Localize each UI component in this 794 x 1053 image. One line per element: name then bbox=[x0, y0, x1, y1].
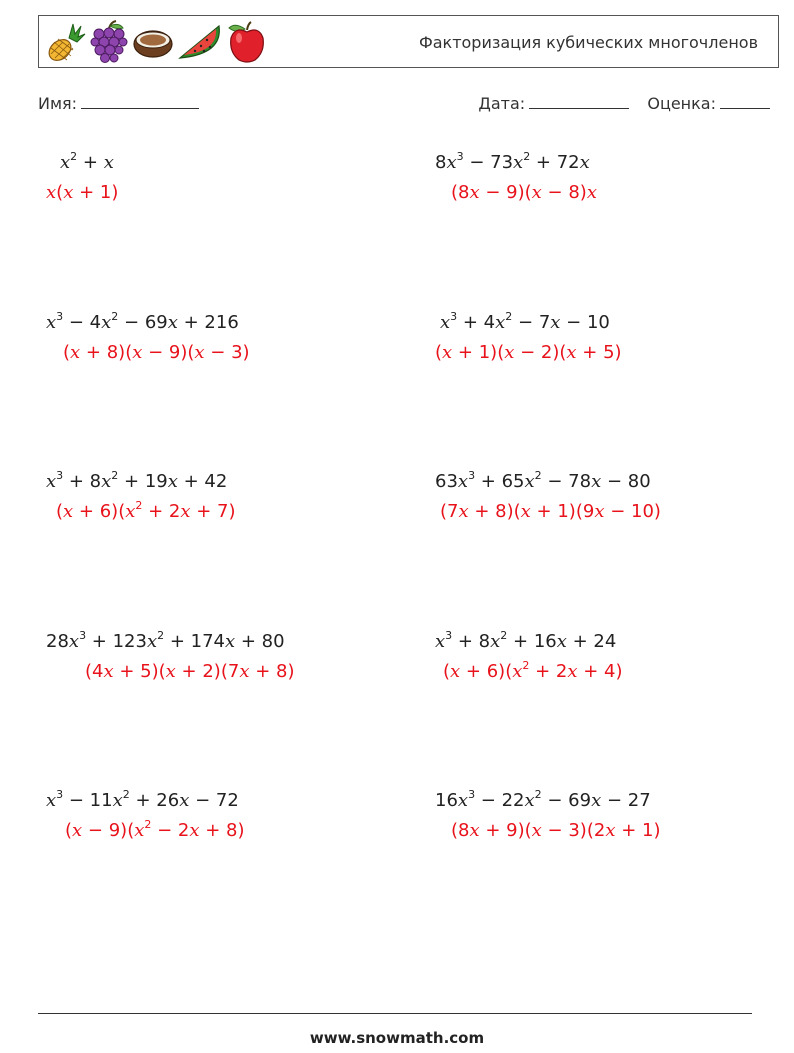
problem-9-question: $x^3 - 11x^2 + 26x - 72$ bbox=[46, 788, 239, 811]
date-label: Дата: bbox=[478, 94, 526, 113]
problem-10-question: $16x^3 - 22x^2 - 69x - 27$ bbox=[435, 788, 651, 811]
problem-3-question: $x^3 - 4x^2 - 69x + 216$ bbox=[46, 310, 239, 333]
footer-url[interactable]: www.snowmath.com bbox=[309, 1029, 485, 1047]
problem-6-question: $63x^3 + 65x^2 - 78x - 80$ bbox=[435, 469, 651, 492]
watermelon-icon bbox=[177, 20, 223, 64]
problem-7-question: $28x^3 + 123x^2 + 174x + 80$ bbox=[46, 629, 285, 652]
grapes-icon bbox=[89, 20, 129, 64]
problem-10-answer: (8x + 9)(x − 3)(2x + 1) bbox=[451, 820, 661, 841]
problem-2-answer: (8x − 9)(x − 8)x bbox=[451, 182, 597, 203]
problem-9-answer: $(x - 9)(x^2 - 2x + 8)$ bbox=[65, 818, 245, 841]
problem-1-answer: x(x + 1) bbox=[46, 182, 119, 203]
grade-label: Оценка: bbox=[647, 94, 716, 113]
name-blank[interactable] bbox=[81, 94, 199, 109]
name-field bbox=[38, 94, 199, 113]
fruit-icons bbox=[43, 19, 269, 65]
worksheet-title: Факторизация кубических многочленов bbox=[418, 33, 758, 52]
problem-8-answer: $(x + 6)(x^2 + 2x + 4)$ bbox=[443, 659, 623, 682]
pineapple-icon bbox=[43, 20, 87, 64]
problem-8-question: $x^3 + 8x^2 + 16x + 24$ bbox=[435, 629, 617, 652]
footer-divider bbox=[38, 1013, 752, 1014]
problem-3-answer: (x + 8)(x − 9)(x − 3) bbox=[63, 342, 250, 363]
date-blank[interactable] bbox=[529, 94, 629, 109]
name-label: Имя: bbox=[38, 94, 78, 113]
worksheet-header bbox=[38, 15, 779, 68]
problem-2-question: $8x^3 - 73x^2 + 72x$ bbox=[435, 150, 590, 173]
problem-4-question: $x^3 + 4x^2 - 7x - 10$ bbox=[440, 310, 610, 333]
coconut-icon bbox=[131, 20, 175, 64]
problem-1-question: $x^2 + x$ bbox=[60, 150, 114, 173]
grade-blank[interactable] bbox=[720, 94, 770, 109]
problem-5-question: $x^3 + 8x^2 + 19x + 42$ bbox=[46, 469, 228, 492]
problem-5-answer: $(x + 6)(x^2 + 2x + 7)$ bbox=[56, 499, 236, 522]
problem-4-answer: (x + 1)(x − 2)(x + 5) bbox=[435, 342, 622, 363]
problem-6-answer: (7x + 8)(x + 1)(9x − 10) bbox=[440, 501, 661, 522]
date-grade-fields bbox=[478, 94, 770, 113]
apple-icon bbox=[225, 20, 269, 64]
problem-7-answer: (4x + 5)(x + 2)(7x + 8) bbox=[85, 661, 295, 682]
